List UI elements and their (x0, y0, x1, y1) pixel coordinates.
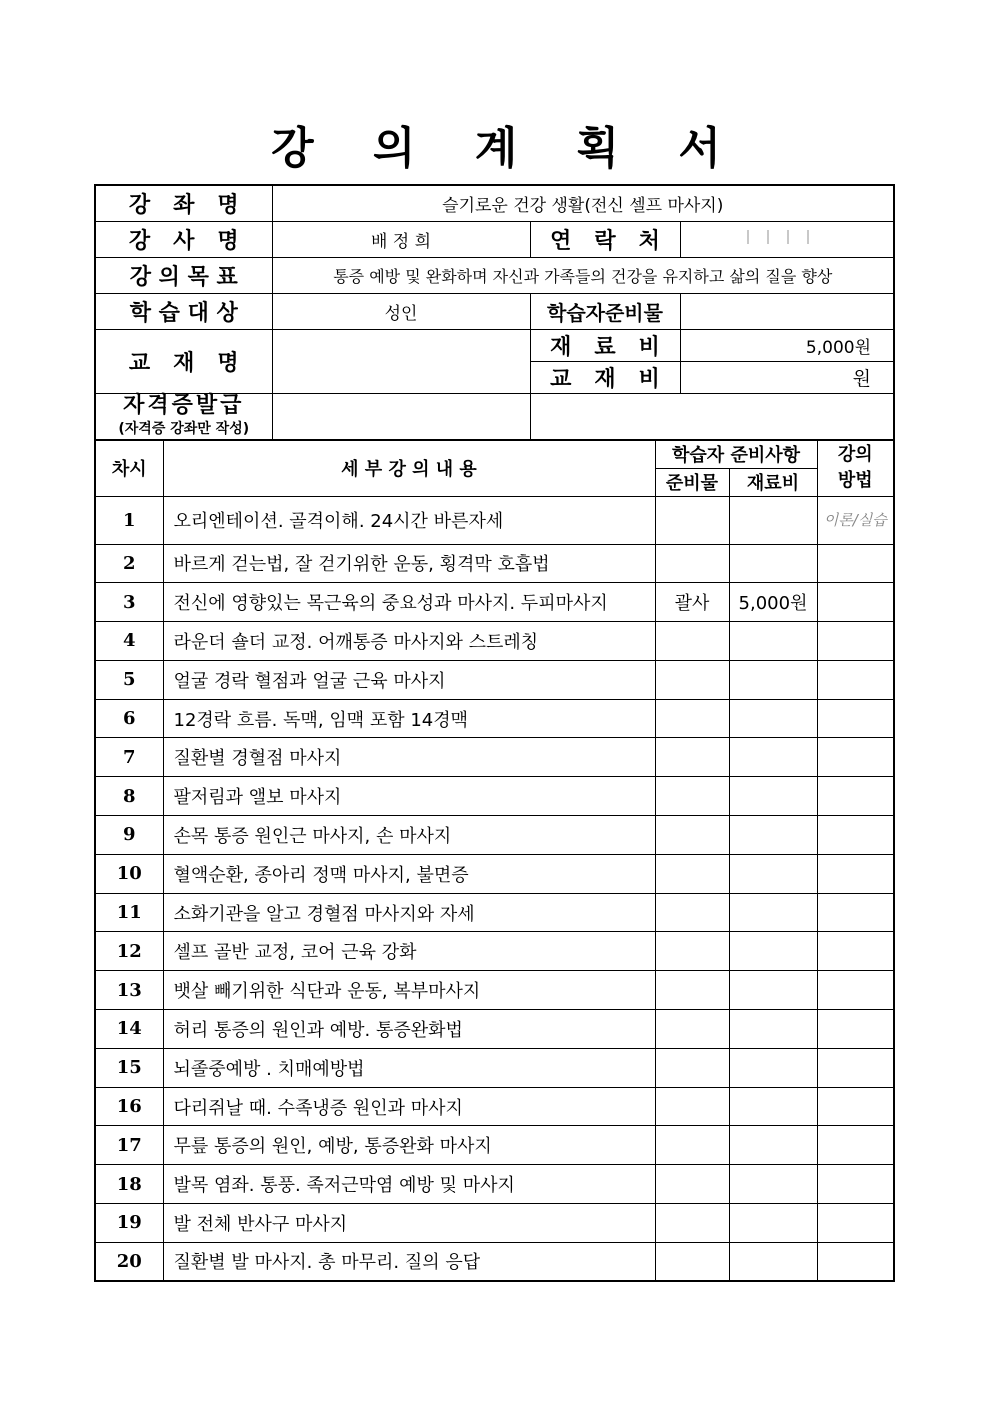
session-supplies (655, 1242, 729, 1281)
session-material-fee (729, 893, 817, 932)
session-supplies (655, 1165, 729, 1204)
session-method (817, 893, 894, 932)
session-content: 손목 통증 원인근 마사지, 손 마사지 (163, 816, 655, 855)
course-name-label: 강 좌 명 (95, 185, 272, 221)
header-content: 세 부 강 의 내 용 (163, 440, 655, 496)
session-material-fee (729, 1204, 817, 1243)
session-supplies (655, 971, 729, 1010)
session-number: 16 (95, 1087, 163, 1126)
session-method (817, 854, 894, 893)
instructor-value: 배 정 희 (272, 221, 530, 257)
session-method (817, 1087, 894, 1126)
target-value: 성인 (272, 293, 530, 329)
session-material-fee (729, 1048, 817, 1087)
session-content: 발목 염좌. 통풍. 족저근막염 예방 및 마사지 (163, 1165, 655, 1204)
page-title: 강 의 계 획 서 (271, 123, 743, 174)
session-material-fee (729, 777, 817, 816)
session-supplies (655, 1087, 729, 1126)
session-material-fee (729, 1165, 817, 1204)
session-number: 10 (95, 854, 163, 893)
certificate-label: 자격증발급 (123, 393, 245, 419)
session-method (817, 1048, 894, 1087)
session-supplies (655, 660, 729, 699)
textbook-fee-value: 원 (680, 361, 894, 393)
session-content: 셀프 골반 교정, 코어 근육 강화 (163, 932, 655, 971)
table-row (95, 1126, 894, 1165)
session-method (817, 1204, 894, 1243)
table-row (95, 893, 894, 932)
redacted-contact (747, 230, 827, 244)
session-material-fee (729, 1087, 817, 1126)
session-content: 12경락 흐름. 독맥, 임맥 포함 14경맥 (163, 699, 655, 738)
session-content: 바르게 걷는법, 잘 걷기위한 운동, 횡격막 호흡법 (163, 544, 655, 583)
session-supplies (655, 544, 729, 583)
table-row (95, 777, 894, 816)
session-content: 얼굴 경락 혈점과 얼굴 근육 마사지 (163, 660, 655, 699)
session-number: 8 (95, 777, 163, 816)
session-method (817, 660, 894, 699)
table-row (95, 1010, 894, 1049)
session-content: 무릎 통증의 원인, 예방, 통증완화 마사지 (163, 1126, 655, 1165)
certificate-value (272, 393, 530, 440)
session-content: 팔저림과 앨보 마사지 (163, 777, 655, 816)
session-number: 2 (95, 544, 163, 583)
textbook-label: 교 재 명 (95, 329, 272, 393)
session-material-fee (729, 1242, 817, 1281)
session-supplies (655, 622, 729, 661)
prep-label: 학습자준비물 (530, 293, 680, 329)
session-content: 전신에 영향있는 목근육의 중요성과 마사지. 두피마사지 (163, 583, 655, 622)
table-row (95, 699, 894, 738)
session-method (817, 583, 894, 622)
session-content: 허리 통증의 원인과 예방. 통증완화법 (163, 1010, 655, 1049)
session-number: 3 (95, 583, 163, 622)
header-learner-prep: 학습자 준비사항 (655, 440, 817, 468)
session-number: 14 (95, 1010, 163, 1049)
session-material-fee (729, 1126, 817, 1165)
session-method (817, 699, 894, 738)
session-content: 소화기관을 알고 경혈점 마사지와 자세 (163, 893, 655, 932)
session-number: 17 (95, 1126, 163, 1165)
session-supplies (655, 893, 729, 932)
textbook-fee-label: 교 재 비 (530, 361, 680, 393)
session-content: 뇌졸중예방 . 치매예방법 (163, 1048, 655, 1087)
session-material-fee (729, 699, 817, 738)
session-method (817, 738, 894, 777)
prep-value (680, 293, 894, 329)
course-name-value: 슬기로운 건강 생활(전신 셀프 마사지) (272, 185, 894, 221)
session-material-fee: 5,000원 (729, 583, 817, 622)
table-row (95, 1048, 894, 1087)
session-content: 오리엔테이션. 골격이해. 24시간 바른자세 (163, 496, 655, 544)
session-content: 혈액순환, 종아리 정맥 마사지, 불면증 (163, 854, 655, 893)
material-fee-label: 재 료 비 (530, 329, 680, 361)
session-number: 18 (95, 1165, 163, 1204)
session-number: 12 (95, 932, 163, 971)
goal-label: 강 의 목 표 (95, 257, 272, 293)
session-supplies (655, 777, 729, 816)
session-supplies (655, 816, 729, 855)
material-fee-value: 5,000원 (680, 329, 894, 361)
table-row (95, 496, 894, 544)
session-method (817, 777, 894, 816)
session-method (817, 1126, 894, 1165)
session-number: 6 (95, 699, 163, 738)
session-supplies (655, 932, 729, 971)
session-method (817, 1010, 894, 1049)
session-material-fee (729, 660, 817, 699)
table-row (95, 1087, 894, 1126)
session-method (817, 932, 894, 971)
session-material-fee (729, 854, 817, 893)
contact-value (680, 221, 894, 257)
session-material-fee (729, 496, 817, 544)
session-supplies (655, 738, 729, 777)
session-supplies (655, 496, 729, 544)
session-number: 9 (95, 816, 163, 855)
session-method (817, 816, 894, 855)
session-method (817, 622, 894, 661)
session-method: 이론/실습 (817, 496, 894, 544)
session-material-fee (729, 544, 817, 583)
session-content: 다리쥐날 때. 수족냉증 원인과 마사지 (163, 1087, 655, 1126)
session-content: 라운더 숄더 교정. 어깨통증 마사지와 스트레칭 (163, 622, 655, 661)
session-number: 4 (95, 622, 163, 661)
session-method (817, 971, 894, 1010)
session-number: 5 (95, 660, 163, 699)
session-supplies (655, 1204, 729, 1243)
certificate-extra (530, 393, 894, 440)
contact-label: 연 락 처 (530, 221, 680, 257)
session-content: 질환별 경혈점 마사지 (163, 738, 655, 777)
course-info-table (94, 184, 895, 441)
session-material-fee (729, 971, 817, 1010)
session-content: 뱃살 빼기위한 식단과 운동, 복부마사지 (163, 971, 655, 1010)
session-content: 질환별 발 마사지. 총 마무리. 질의 응답 (163, 1242, 655, 1281)
table-row (95, 738, 894, 777)
session-material-fee (729, 622, 817, 661)
header-material-fee: 재료비 (729, 468, 817, 496)
session-content: 발 전체 반사구 마사지 (163, 1204, 655, 1243)
session-material-fee (729, 932, 817, 971)
goal-value: 통증 예방 및 완화하며 자신과 가족들의 건강을 유지하고 삶의 질을 향상 (272, 257, 894, 293)
table-row (95, 583, 894, 622)
table-row (95, 1204, 894, 1243)
target-label: 학 습 대 상 (95, 293, 272, 329)
table-row (95, 816, 894, 855)
session-supplies (655, 854, 729, 893)
session-supplies (655, 1048, 729, 1087)
session-supplies: 괄사 (655, 583, 729, 622)
certificate-label-cell (95, 393, 272, 440)
session-number: 13 (95, 971, 163, 1010)
session-number: 11 (95, 893, 163, 932)
session-number: 20 (95, 1242, 163, 1281)
session-number: 15 (95, 1048, 163, 1087)
table-row (95, 932, 894, 971)
session-material-fee (729, 816, 817, 855)
header-supplies: 준비물 (655, 468, 729, 496)
session-material-fee (729, 1010, 817, 1049)
table-row (95, 622, 894, 661)
table-row (95, 660, 894, 699)
session-number: 7 (95, 738, 163, 777)
session-number: 1 (95, 496, 163, 544)
session-method (817, 544, 894, 583)
certificate-sub-label: (자격증 강좌만 작성) (118, 421, 250, 438)
table-row (95, 971, 894, 1010)
textbook-value (272, 329, 530, 393)
session-method (817, 1242, 894, 1281)
header-session: 차시 (95, 440, 163, 496)
header-method: 강의 방법 (817, 440, 894, 496)
table-row (95, 1165, 894, 1204)
instructor-label: 강 사 명 (95, 221, 272, 257)
table-row (95, 1242, 894, 1281)
table-row (95, 544, 894, 583)
session-supplies (655, 1010, 729, 1049)
session-supplies (655, 1126, 729, 1165)
table-row (95, 854, 894, 893)
session-material-fee (729, 738, 817, 777)
session-method (817, 1165, 894, 1204)
session-supplies (655, 699, 729, 738)
session-number: 19 (95, 1204, 163, 1243)
schedule-table (94, 439, 895, 1282)
